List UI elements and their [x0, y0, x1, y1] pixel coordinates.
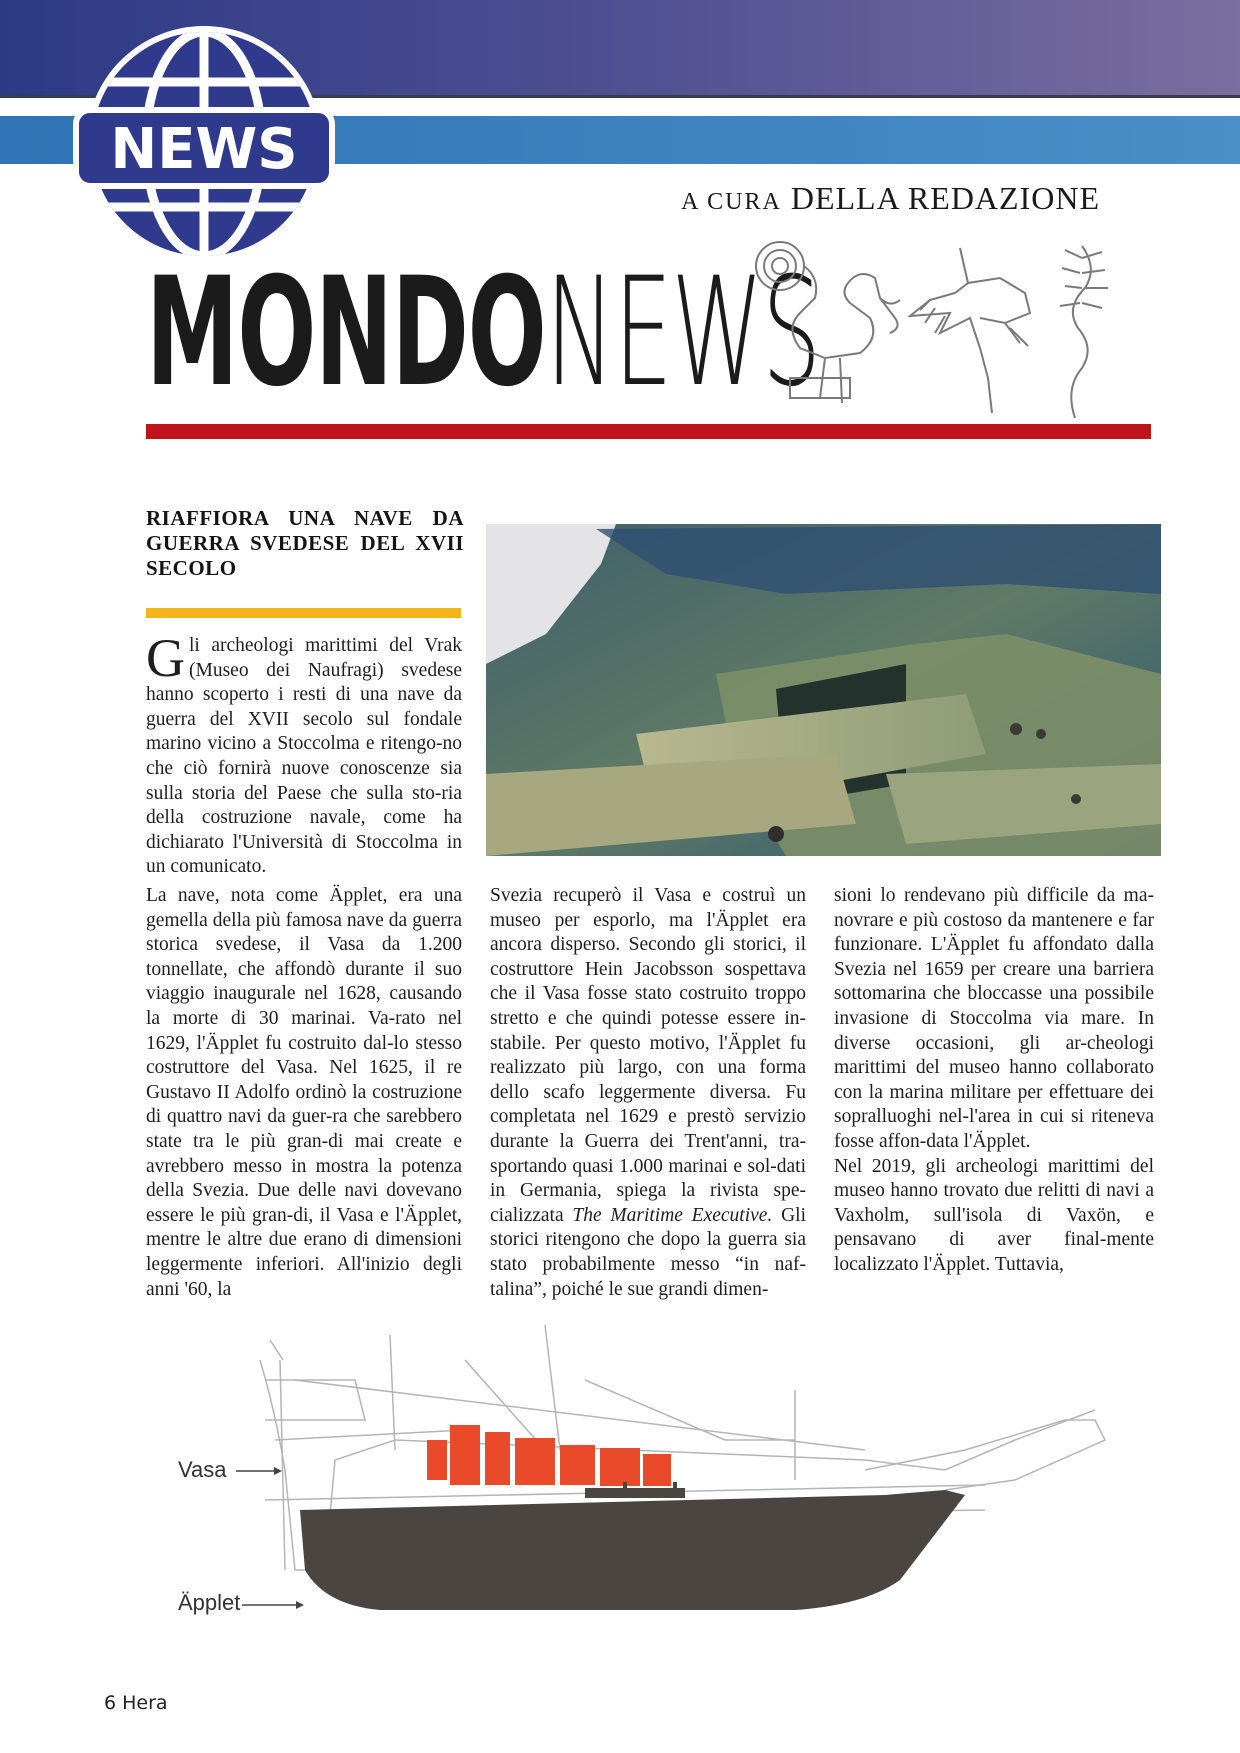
- col2-text-after: Gli storici ritengono che dopo la guerra sia stato probabilmente messo “in naf-talina”, poiché le sue grandi dimen-: [490, 1204, 806, 1300]
- drop-cap: G: [146, 628, 185, 688]
- label-vasa: [178, 1457, 227, 1483]
- applet-hull: [300, 1482, 965, 1610]
- byline: [681, 180, 1100, 217]
- article-column-1-top: [146, 628, 462, 880]
- paragraph-4: sioni lo rendevano più difficile da ma-novrare e più costoso da mantenere e far funzionare. L'Äpplet fu affondato dalla Svezia nel 1659 per creare una barriera sottomarina che bloccasse una possibile invasione di Stoccolma via mare. In diverse occasioni, gli ar-cheologi marittimi del museo hanno collaborato con la marina militare per effettuare dei sopralluoghi nel-l'area in cui si riteneva fosse affon-data l'Äpplet.: [834, 885, 1154, 1152]
- magazine-name: The Maritime Executive.: [572, 1204, 773, 1226]
- nazca-hummingbird-icon: [910, 248, 1030, 413]
- page-number: 6: [104, 1692, 117, 1714]
- nazca-lines-illustration: [730, 238, 1140, 418]
- masthead-title: [146, 246, 820, 420]
- col2-text-before: Svezia recuperò il Vasa e costruì un museo per esporlo, ma l'Äpplet era ancora disperso. Secondo gli storici, il costruttore Hein Jacobsson sospettava che il Vasa fosse stato costruito troppo stretto e che quindi potesse essere in-stabile. Per questo motivo, l'Äpplet fu realizzato più largo, con una forma dello scafo leggermente diversa. Fu completata nel 1629 e prestò servizio durante la Guerra dei Trent'anni, tra-sportando quasi 1.000 marinai e sol-dati in Germania, spiega la rivista spe-cializzata: [490, 885, 806, 1226]
- masthead-red-rule: [146, 424, 1151, 439]
- article-headline: RIAFFIORA UNA NAVE DA GUERRA SVEDESE DEL XVII SECOLO: [146, 506, 464, 580]
- underwater-wreck-photo: [486, 524, 1161, 856]
- byline-big: DELLA REDAZIONE: [790, 180, 1100, 216]
- label-applet: [178, 1590, 240, 1616]
- masthead-bold: MONDO: [146, 246, 546, 420]
- masthead-light: NEWS: [545, 246, 820, 420]
- label-vasa-text: Vasa: [178, 1457, 227, 1482]
- paragraph-1: [146, 628, 462, 880]
- page-folio: [104, 1692, 168, 1714]
- vasa-hull-red-overlay: [427, 1425, 671, 1486]
- byline-small: A CURA: [681, 189, 782, 215]
- arrow-vasa-icon: [236, 1466, 282, 1476]
- news-globe-logo: [72, 22, 342, 272]
- paragraph-2: La nave, nota come Äpplet, era una gemella della più famosa nave da guerra storica svedese, il Vasa da 1.200 tonnellate, che affondò durante il suo viaggio inaugurale nel 1628, causando la morte di 30 marinai. Va-rato nel 1629, l'Äpplet fu costruito dal-lo stesso costruttore del Vasa. Nel 1625, il re Gustavo II Adolfo ordinò la costruzione di quattro navi da guer-ra che sarebbero state tra le più gran-di mai create e avrebbero messo in mostra la potenza della Svezia. Due delle navi dovevano essere le più gran-di, il Vasa e l'Äpplet, mentre le altre due erano di dimensioni leggermente inferiori. All'inizio degli anni '60, la: [146, 885, 462, 1300]
- article-column-3: [834, 884, 1154, 1278]
- nazca-monkey-icon: [756, 242, 900, 403]
- headline-gold-rule: [146, 608, 461, 618]
- ship-comparison-diagram: [165, 1320, 1140, 1660]
- magazine-title: Hera: [122, 1692, 168, 1714]
- article-column-2: [490, 884, 806, 1302]
- paragraph-5: Nel 2019, gli archeologi marittimi del museo hanno trovato due relitti di navi a Vaxholm, sull'isola di Vaxön, e pensavano di aver final-mente localizzato l'Äpplet. Tuttavia,: [834, 1155, 1154, 1275]
- label-applet-text: Äpplet: [178, 1590, 241, 1615]
- article-column-1-bottom: [146, 884, 462, 1302]
- paragraph-3: [490, 884, 806, 1302]
- logo-text: NEWS: [110, 117, 298, 182]
- paragraph-1-text: li archeologi marittimi del Vrak (Museo dei Naufragi) svedese hanno scoperto i resti di una nave da guerra del XVII secolo sul fondale marino vicino a Stoccolma e ritengo-no che ciò fornirà nuove conoscenze sia sulla storia del Paese che sulla sto-ria della costruzione navale, come ha dichiarato l'Università di Stoccolma in un comunicato.: [146, 635, 462, 878]
- nazca-tree-icon: [1060, 246, 1108, 418]
- arrow-applet-icon: [242, 1600, 304, 1610]
